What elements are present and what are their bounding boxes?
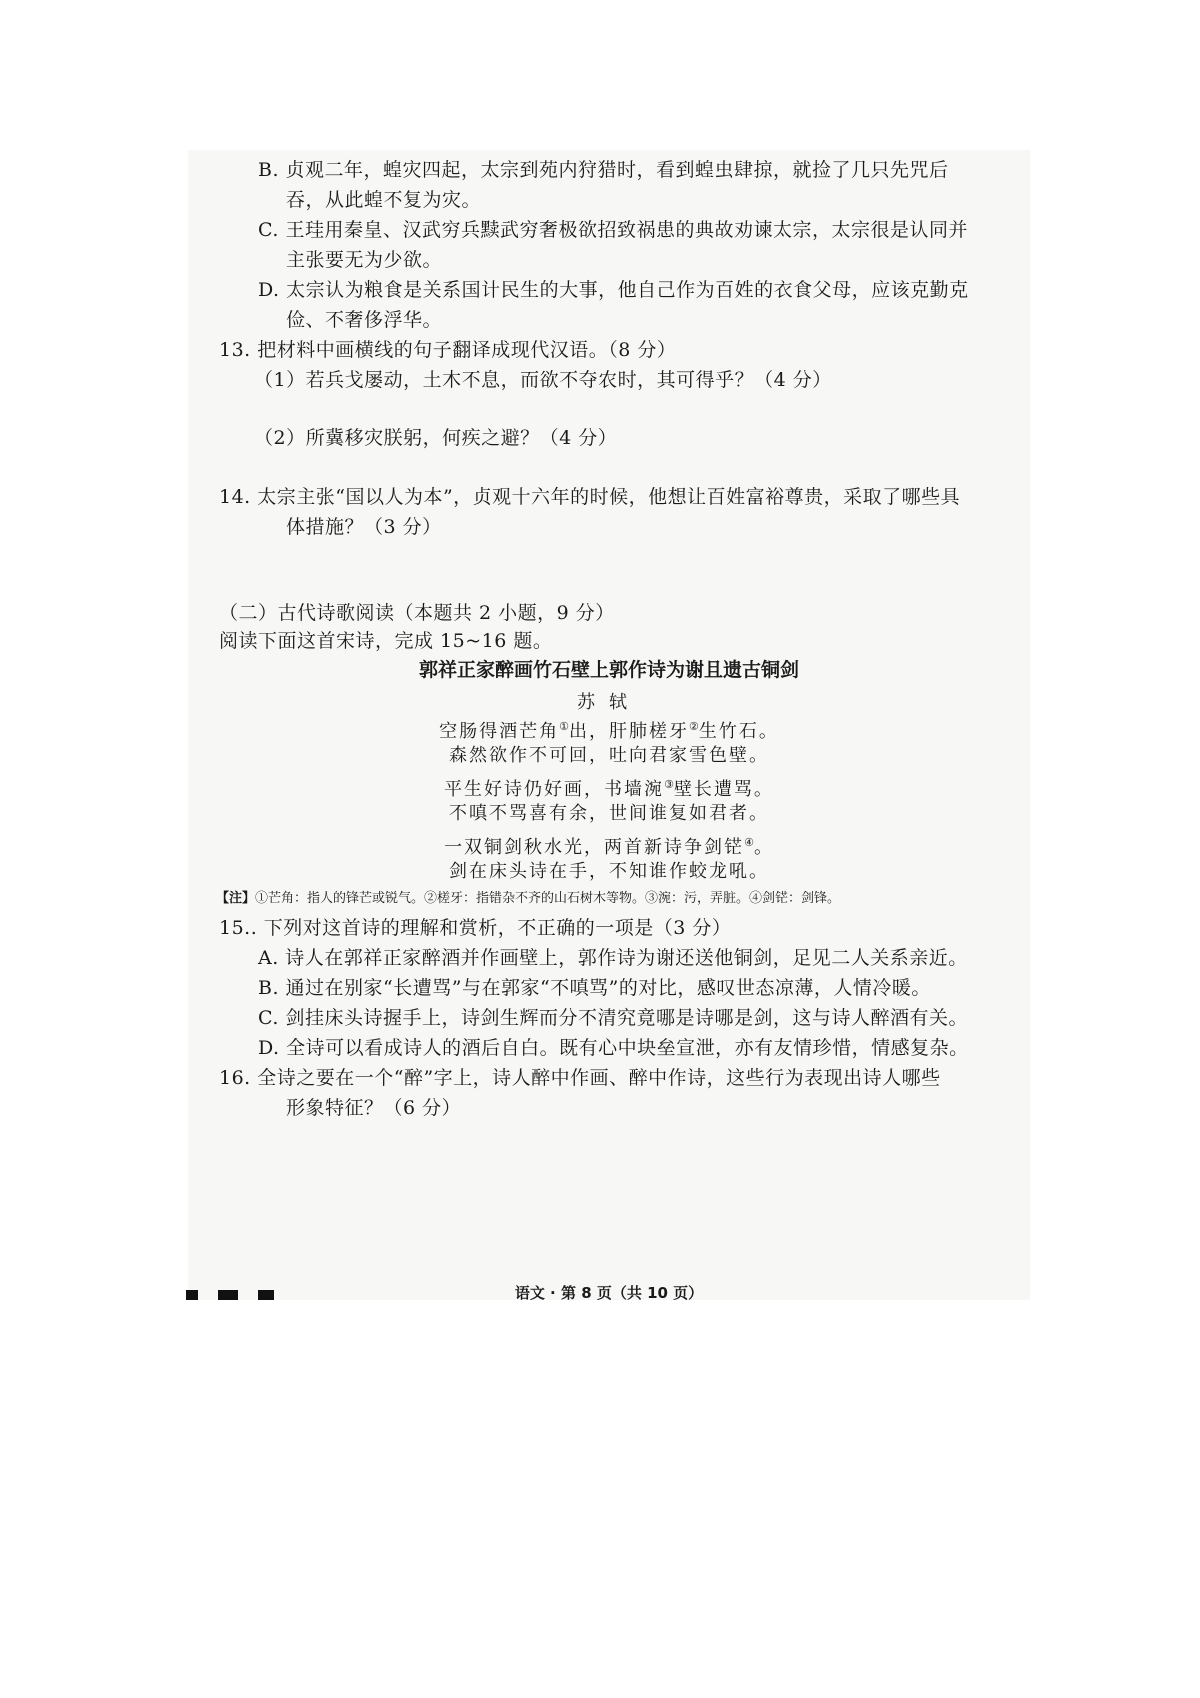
page-footer: 语文 · 第 8 页（共 10 页）	[514, 1284, 704, 1302]
section-heading: （二）古代诗歌阅读（本题共 2 小题，9 分）	[219, 602, 615, 624]
poem-note	[216, 890, 840, 908]
poem-title: 郭祥正家醉画竹石壁上郭作诗为谢且遗古铜剑	[418, 659, 799, 681]
note-text: ①芒角：指人的锋芒或锐气。②槎牙：指错杂不齐的山石树木等物。③涴：污，弄脏。④剑铓：剑锋。	[255, 891, 841, 906]
poem-line-1	[188, 714, 1030, 745]
poem-line-1-a: 空肠得酒芒角	[439, 721, 560, 742]
poem-line-5-a: 一双铜剑秋水光，两首新诗争剑铓	[444, 837, 745, 858]
question-15-title: 15.. 下列对这首诗的理解和赏析，不正确的一项是（3 分）	[219, 917, 732, 939]
option-c-line1: C. 王珪用秦皇、汉武穷兵黩武穷奢极欲招致祸患的典故劝谏太宗，太宗很是认同并	[258, 219, 968, 241]
option-b-line1: B. 贞观二年，蝗灾四起，太宗到苑内狩猎时，看到蝗虫肆掠，就捡了几只先咒后	[258, 159, 949, 181]
question-15-option-a: A. 诗人在郭祥正家醉酒并作画壁上，郭作诗为谢还送他铜剑，足见二人关系亲近。	[258, 947, 968, 969]
question-13-sub1: （1）若兵戈屡动，土木不息，而欲不夺农时，其可得乎？（4 分）	[254, 369, 832, 391]
question-16-line1: 16. 全诗之要在一个“醉”字上，诗人醉中作画、醉中作诗，这些行为表现出诗人哪些	[219, 1067, 941, 1089]
poem-line-3-a: 平生好诗仍好画，书墙涴	[444, 779, 665, 800]
poem-line-4: 不嗔不骂喜有余，世间谁复如君者。	[449, 803, 769, 824]
question-13-sub2: （2）所冀移灾朕躬，何疾之避？（4 分）	[254, 427, 618, 449]
poem-line-6: 剑在床头诗在手，不知谁作蛟龙吼。	[449, 861, 769, 882]
poem-author: 苏轼	[577, 692, 641, 713]
footnote-ref-2: ②	[689, 720, 699, 733]
question-15-option-b: B. 通过在别家“长遭骂”与在郭家“不嗔骂”的对比，感叹世态凉薄，人情冷暖。	[258, 977, 931, 999]
option-b-line2: 吞，从此蝗不复为灾。	[286, 189, 482, 211]
question-16-line2: 形象特征？（6 分）	[286, 1097, 462, 1119]
option-d-line1: D. 太宗认为粮食是关系国计民生的大事，他自己作为百姓的衣食父母，应该克勤克	[258, 279, 969, 301]
question-14-line2: 体措施？（3 分）	[286, 516, 442, 538]
poem-line-5	[188, 830, 1030, 861]
poem-line-2: 森然欲作不可回，吐向君家雪色壁。	[449, 745, 769, 766]
poem-line-3-b: 壁长遭骂。	[673, 779, 774, 800]
question-15-option-d: D. 全诗可以看成诗人的酒后自白。既有心中块垒宣泄，亦有友情珍惜，情感复杂。	[258, 1037, 969, 1059]
question-13-title: 13. 把材料中画横线的句子翻译成现代汉语。（8 分）	[219, 339, 677, 361]
note-label: 【注】	[216, 891, 256, 906]
poem-line-5-b: 。	[753, 837, 774, 858]
question-15-option-c: C. 剑挂床头诗握手上，诗剑生辉而分不清究竟哪是诗哪是剑，这与诗人醉酒有关。	[258, 1007, 968, 1029]
poem-line-1-c: 生竹石。	[698, 721, 779, 742]
option-c-line2: 主张要无为少欲。	[286, 249, 443, 271]
question-14-line1: 14. 太宗主张“国以人为本”，贞观十六年的时候，他想让百姓富裕尊贵，采取了哪些具	[219, 486, 961, 508]
poem-line-1-b: 出，肝肺槎牙	[569, 721, 689, 742]
option-d-line2: 俭、不奢侈浮华。	[286, 309, 443, 331]
footnote-ref-1: ①	[559, 720, 569, 733]
section-instruction: 阅读下面这首宋诗，完成 15~16 题。	[219, 630, 553, 652]
footnote-ref-3: ③	[664, 778, 674, 791]
footnote-ref-4: ④	[744, 836, 754, 849]
poem-line-3	[188, 772, 1030, 803]
